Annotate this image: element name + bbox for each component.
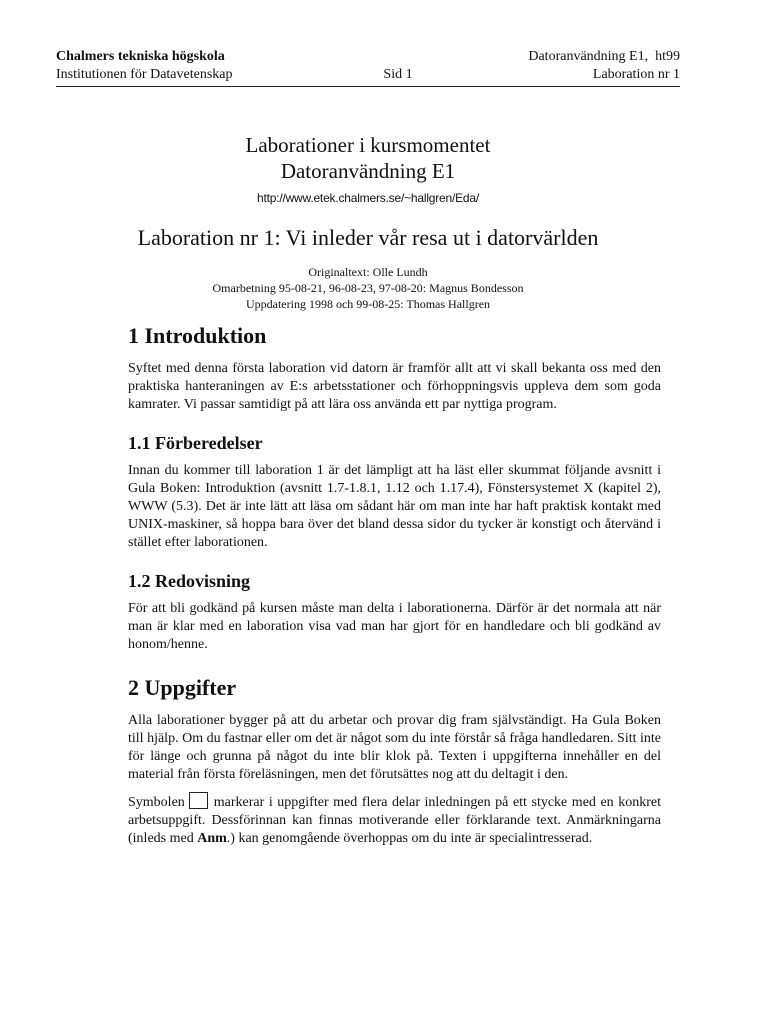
title-block: [56, 132, 680, 312]
body-content: [128, 322, 661, 848]
symbol-explanation-tail: .) kan genomgående överhoppas om du inte är specialintresserad.: [226, 831, 593, 846]
subsection-heading-forberedelser: 1.1 Förberedelser: [128, 433, 263, 453]
paragraph-introduktion: Syftet med denna första laboration vid datorn är framför allt att vi skall bekanta oss med den praktiska hanteraningen av E:s arbetsstationer och förhoppningsvis uppleva dem som goda kamrater. Vi passar samtidigt på att lära oss använda ett par nyttiga program.: [128, 361, 661, 412]
symbol-intro-text: Symbolen: [128, 795, 185, 810]
header-rule: [56, 86, 680, 87]
symbol-explanation-text: markerar i uppgifter med flera delar inledningen på ett stycke med en konkret arbetsuppgift. Dessförinnan kan finnas motiverande eller förklarande text. Anmärkningarna (inleds med: [128, 795, 661, 846]
doc-title-line1: Laborationer i kursmomentet: [245, 133, 491, 157]
credit-revision: Omarbetning 95-08-21, 96-08-23, 97-08-20: Magnus Bondesson: [212, 281, 524, 295]
paragraph-uppgifter-1: Alla laborationer bygger på att du arbetar och provar dig fram självständigt. Ha Gula Boken till hjälp. Om du fastnar eller om det är något som du inte förstår så fråga handledaren. Sitt inte för länge och grunna på något du inte blir klok på. Texten i uppgifterna innehåller en del material från första föreläsningen, men det förutsättes nog att du deltagit i den.: [128, 713, 661, 782]
credits: [56, 264, 680, 312]
paragraph-redovisning: För att bli godkänd på kursen måste man delta i laborationerna. Därför är det normala att när man är klar med en laboration visa vad man har gjort för en handledare och bli godkänd av honom/henne.: [128, 601, 661, 652]
header-lab: Laboration nr 1: [592, 67, 680, 82]
paragraph-forberedelser: Innan du kommer till laboration 1 är det lämpligt att ha läst eller skummat följande avsnitt i Gula Boken: Introduktion (avsnitt 1.7-1.8.1, 1.12 och 1.17.4), Fönstersystemet X (kapitel 2), WWW (5.3). Det är inte lätt att läsa om sådant här om man inte har haft praktisk kontakt med UNIX-maskiner, så hoppa bara över det bland dessa sidor du tycker är konstigt och återvänd i stället efter laborationen.: [128, 463, 661, 550]
paragraph-uppgifter-2: [128, 792, 661, 848]
section-heading-uppgifter: 2 Uppgifter: [128, 675, 237, 700]
lab-title: Laboration nr 1: Vi inleder vår resa ut i datorvärlden: [137, 225, 599, 250]
task-symbol-box-icon: [189, 792, 208, 809]
running-header: [56, 48, 680, 88]
header-org: Chalmers tekniska högskola: [56, 49, 225, 64]
subsection-heading-redovisning: 1.2 Redovisning: [128, 571, 251, 591]
course-url: http://www.etek.chalmers.se/~hallgren/Eda/: [256, 191, 480, 205]
credit-original: Originaltext: Olle Lundh: [308, 265, 428, 279]
anm-bold-text: Anm: [197, 831, 227, 846]
header-right: [528, 48, 680, 84]
header-dept: Institutionen för Datavetenskap: [56, 67, 233, 82]
doc-title-line2: Datoranvändning E1: [280, 159, 456, 183]
header-course: Datoranvändning E1, ht99: [528, 49, 680, 64]
section-heading-introduktion: 1 Introduktion: [128, 323, 267, 348]
header-page-number: Sid 1: [383, 67, 413, 82]
credit-update: Uppdatering 1998 och 99-08-25: Thomas Hallgren: [245, 297, 491, 311]
